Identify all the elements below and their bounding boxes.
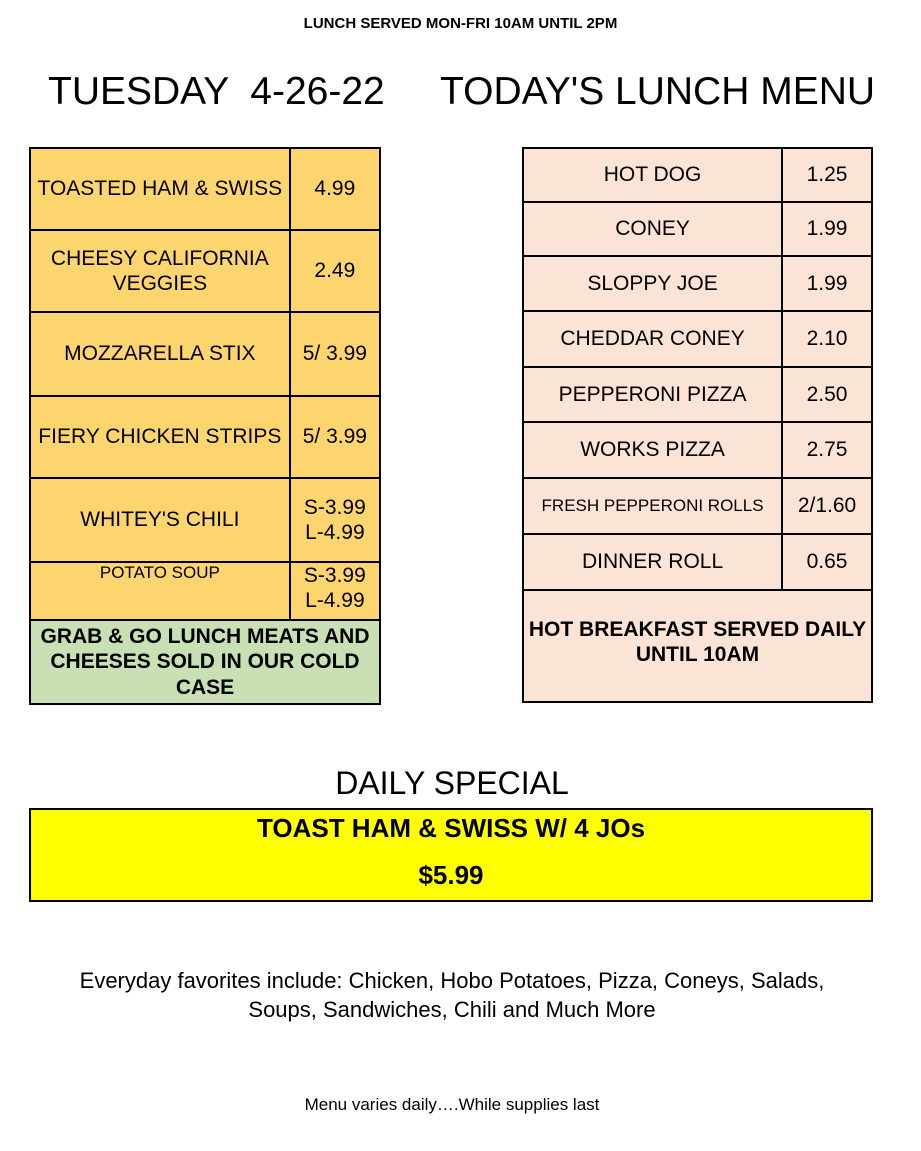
lunch-hours-notice: LUNCH SERVED MON-FRI 10AM UNTIL 2PM [303,15,618,32]
menu-item-price [290,478,380,562]
left-menu-table [29,147,381,705]
table-row [523,148,872,202]
menu-item-price: 0.65 [782,534,872,590]
menu-item-name: MOZZARELLA STIX [30,312,290,396]
menu-item-name: TOASTED HAM & SWISS [30,148,290,230]
daily-special-heading: DAILY SPECIAL [335,765,569,801]
menu-item-price: 1.99 [782,202,872,256]
daily-special-box [29,808,873,902]
menu-title: TODAY'S LUNCH MENU [440,70,876,113]
table-row [30,478,380,562]
menu-item-price: 5/ 3.99 [290,396,380,478]
menu-item-name: POTATO SOUP [30,562,290,620]
grab-and-go-note: GRAB & GO LUNCH MEATS AND CHEESES SOLD IN OUR COLD CASE [30,620,380,704]
menu-item-name: CONEY [523,202,782,256]
table-row [523,256,872,311]
menu-item-name: WORKS PIZZA [523,422,782,478]
menu-item-name: CHEESY CALIFORNIA VEGGIES [30,230,290,312]
table-row [523,202,872,256]
daily-special-price: $5.99 [418,860,484,890]
menu-item-name: SLOPPY JOE [523,256,782,311]
table-row [30,230,380,312]
table-row [30,396,380,478]
table-row [523,422,872,478]
table-row [523,590,872,702]
menu-item-price: 1.99 [782,256,872,311]
price-small: S-3.99 [303,564,366,587]
menu-item-name: FIERY CHICKEN STRIPS [30,396,290,478]
price-large: L-4.99 [305,521,365,544]
menu-item-price: 4.99 [290,148,380,230]
menu-item-name: CHEDDAR CONEY [523,311,782,367]
everyday-favorites: Everyday favorites include: Chicken, Hobo Potatoes, Pizza, Coneys, Salads, Soups, Sandwiches, Chili and Much More [79,968,825,1023]
menu-item-price: 2/1.60 [782,478,872,534]
breakfast-note: HOT BREAKFAST SERVED DAILY UNTIL 10AM [523,590,872,702]
menu-item-price: 1.25 [782,148,872,202]
daily-special-item: TOAST HAM & SWISS W/ 4 JOs [256,813,646,843]
menu-item-price: 2.50 [782,367,872,422]
table-row [30,562,380,620]
table-row [523,311,872,367]
table-row [30,620,380,704]
menu-item-name: HOT DOG [523,148,782,202]
table-row [30,148,380,230]
menu-item-name: FRESH PEPPERONI ROLLS [523,478,782,534]
right-menu-table [522,147,873,703]
table-row [523,478,872,534]
table-row [523,534,872,590]
menu-item-price: 2.10 [782,311,872,367]
menu-item-price: 5/ 3.99 [290,312,380,396]
table-row [30,312,380,396]
footer-note: Menu varies daily….While supplies last [304,1095,600,1114]
menu-item-price: 2.75 [782,422,872,478]
menu-item-name: DINNER ROLL [523,534,782,590]
menu-item-name: PEPPERONI PIZZA [523,367,782,422]
menu-item-price: 2.49 [290,230,380,312]
day-date-heading: TUESDAY 4-26-22 [48,70,385,113]
menu-item-price [290,562,380,620]
table-row [523,367,872,422]
menu-item-name: WHITEY'S CHILI [30,478,290,562]
price-small: S-3.99 [303,495,366,519]
price-large: L-4.99 [305,589,365,613]
